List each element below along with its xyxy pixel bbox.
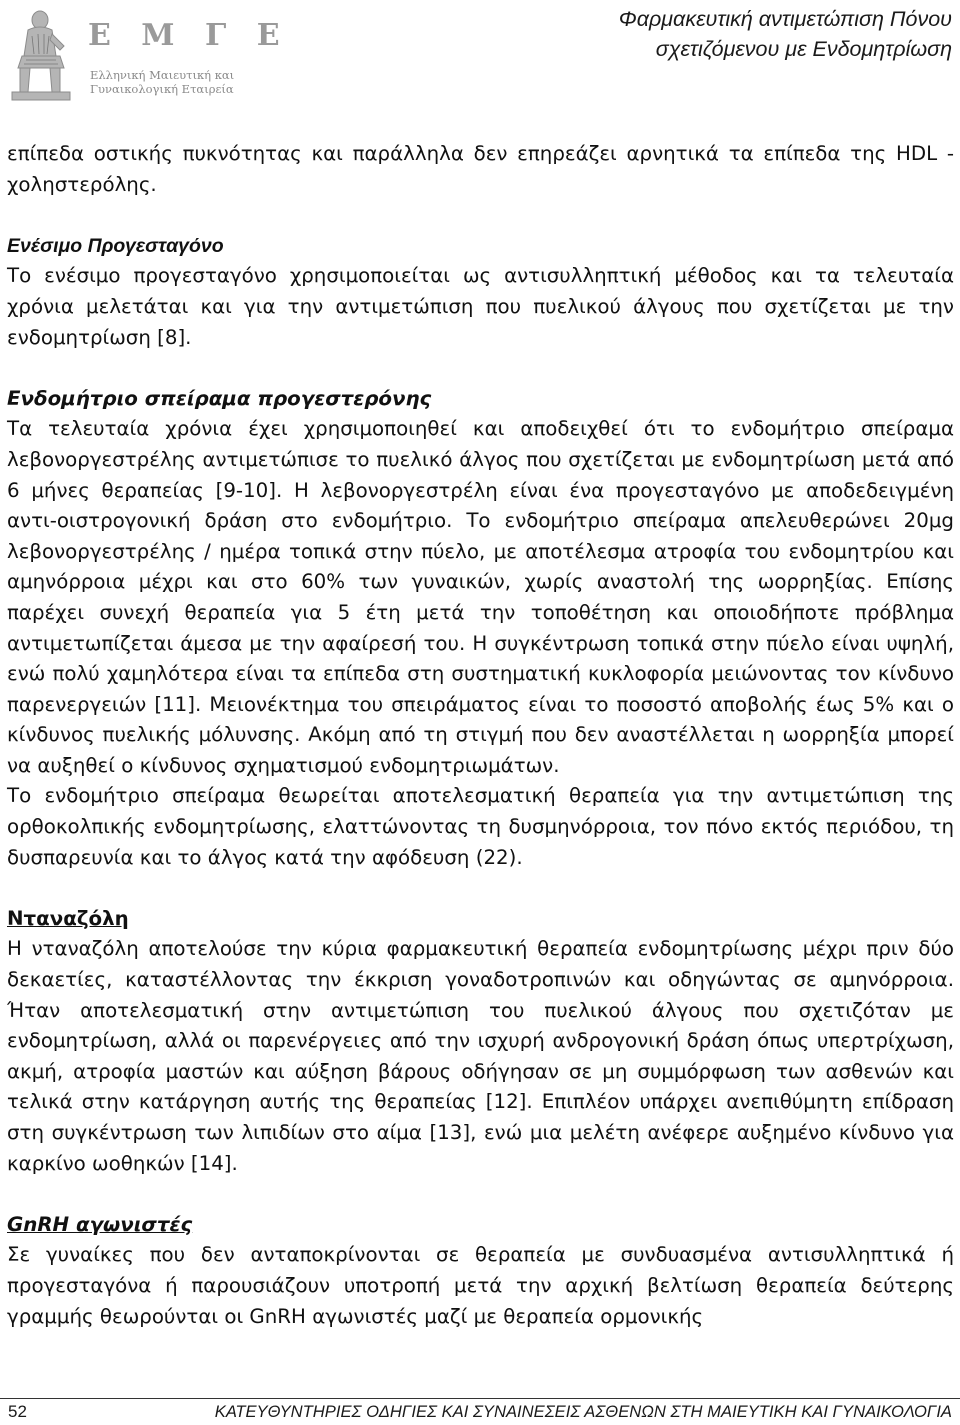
section-heading-danazol: Νταναζόλη xyxy=(7,906,129,930)
section-paragraph: Σε γυναίκες που δεν ανταποκρίνονται σε θεραπεία με συνδυασμένα αντισυλληπτικά ή προγεσταγόνα ή παρουσιάζουν υποτροπή μετά την αρχική βελτίωση θεραπεία δεύτερης γραμμής θεωρούνται οι GnRH αγωνιστές μαζί με θεραπεία ορμονικής xyxy=(7,1243,954,1328)
article-body xyxy=(7,139,954,1332)
publication-title: ΚΑΤΕΥΘΥΝΤΗΡΙΕΣ ΟΔΗΓΙΕΣ ΚΑΙ ΣΥΝΑΙΝΕΣΕΙΣ ΑΣΘΕΝΩΝ ΣΤΗ ΜΑΙΕΥΤΙΚΗ ΚΑΙ ΓΥΝΑΙΚΟΛΟΓΙΑ xyxy=(214,1402,952,1421)
section-paragraph: Το ενέσιμο προγεσταγόνο χρησιμοποιείται ως αντισυλληπτική μέθοδος και τα τελευταία χρόνια μελετάται και για την αντιμετώπιση που πυελικού άλγους που σχετίζεται με την ενδομητρίωση [8]. xyxy=(7,264,954,349)
page-header xyxy=(0,0,960,112)
section-paragraph: Η νταναζόλη αποτελούσε την κύρια φαρμακευτική θεραπεία ενδομητρίωσης μέχρι πριν δύο δεκαετίες, καταστέλλοντας την έκκριση γοναδοτροπινών και οδηγώντας σε αμηνόρροια. Ήταν αποτελεσματική στην αντιμετώπιση του πυελικού άλγους που σχετιζόταν με ενδομητρίωση, αλλά οι παρενέργειες από την ισχυρή ανδρογονική δράση όπως υπερτρίχωση, ακμή, ατροφία μαστών και αύξηση βάρους οδήγησαν σε μη συμμόρφωση των ασθενών και τελικά στην κατάργηση αυτής της θεραπείας [12]. Επιπλέον υπάρχει ανεπιθύμητη επίδραση στη συγκέντρωση των λιπιδίων στο αίμα [13], ενώ μια μελέτη ανέφερε αυξημένο κίνδυνο για καρκίνο ωοθηκών [14]. xyxy=(7,937,954,1175)
section-paragraph: Τα τελευταία χρόνια έχει χρησιμοποιηθεί και αποδειχθεί ότι το ενδομήτριο σπείραμα λεβονοργεστρέλης αντιμετώπισε το πυελικό άλγος που σχετίζεται με ενδομητρίωση μετά από 6 μήνες θεραπείας [9-10]. Η λεβονοργεστρέλη είναι ένα προγεσταγόνο με αποδεδειγμένη αντι-οιστρογονική δράση στο ενδομήτριο. Το ενδομήτριο σπείραμα απελευθερώνει 20μg λεβονοργεστρέλης / ημέρα τοπικά στην πύελο, με αποτέλεσμα ατροφία του ενδομητρίου και αμηνόρροια μέχρι και στο 60% των γυναικών, χωρίς αναστολή της ωορρηξίας. Επίσης παρέχει συνεχή θεραπεία για 5 έτη μετά την τοποθέτηση και οποιοδήποτε πρόβλημα αντιμετωπίζεται άμεσα με την αφαίρεσή του. Η συγκέντρωση τοπικά στην πύελο είναι υψηλή, ενώ πολύ χαμηλότερα είναι τα επίπεδα στη συστηματική κυκλοφορία μειώνοντας τον κίνδυνο παρενεργειών [11]. Μειονέκτημα του σπειράματος είναι το ποσοστό αποβολής έως 5% και ο κίνδυνος πυελικής μόλυνσης. Ακόμη από τη στιγμή που δεν αναστέλλεται η ωορρηξία μπορεί να αυξηθεί ο κίνδυνος σχηματισμού ενδομητριωμάτων. xyxy=(7,417,954,777)
running-title-line-2: σχετιζόμενου με Ενδομητρίωση xyxy=(655,37,952,61)
logo-acronym: Ε Μ Γ Ε xyxy=(88,18,290,53)
running-title-line-1: Φαρμακευτική αντιμετώπιση Πόνου xyxy=(618,7,952,31)
intro-continuation-paragraph: επίπεδα οστικής πυκνότητας και παράλληλα δεν επηρεάζει αρνητικά τα επίπεδα της HDL - χοληστερόλης. xyxy=(7,142,954,196)
section-heading-injectable-progestin: Ενέσιμο Προγεσταγόνο xyxy=(7,234,224,257)
page-number: 52 xyxy=(8,1402,27,1421)
section-heading-gnrh-agonists: GnRH αγωνιστές xyxy=(7,1212,193,1236)
running-title xyxy=(619,4,952,64)
footer-divider xyxy=(0,1398,960,1399)
logo-society-line-2: Γυναικολογική Εταιρεία xyxy=(90,82,234,96)
logo-society-line-1: Ελληνική Μαιευτική και xyxy=(90,68,235,82)
logo-society-name xyxy=(90,68,234,96)
society-logo xyxy=(6,6,290,102)
section-heading-progesterone-iud: Ενδομήτριο σπείραμα προγεστερόνης xyxy=(7,386,432,410)
seated-statue-icon xyxy=(6,6,74,102)
section-paragraph: Το ενδομήτριο σπείραμα θεωρείται αποτελεσματική θεραπεία για την αντιμετώπιση της ορθοκολπικής ενδομητρίωσης, ελαττώνοντας τη δυσμηνόρροια, τον πόνο εκτός περιόδου, τη δυσπαρευνία και το άλγος κατά την αφόδευση (22). xyxy=(7,784,954,869)
